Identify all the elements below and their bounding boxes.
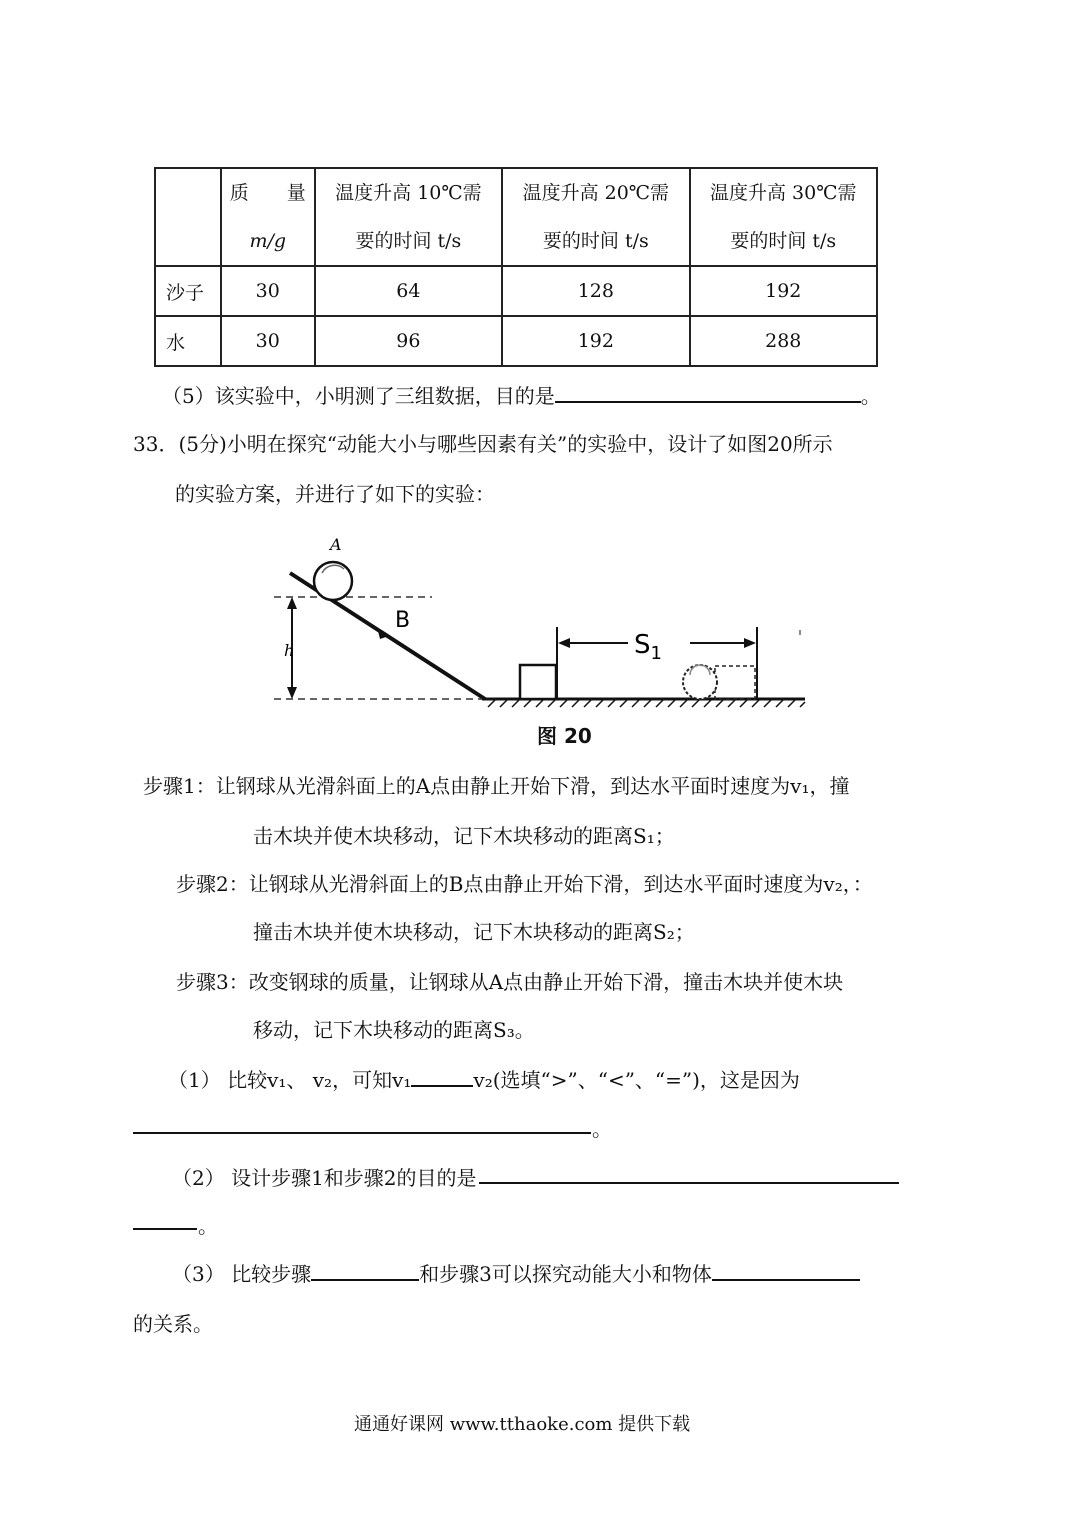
question-2-end: 。 — [198, 1214, 218, 1238]
answer-blank[interactable] — [712, 1261, 860, 1281]
height-arrow-head-top — [287, 597, 297, 609]
q33-line1: 33．(5分)小明在探究“动能大小与哪些因素有关”的实验中，设计了如图20所示 — [133, 432, 833, 456]
label-h: h — [284, 641, 295, 660]
table-header-row — [155, 168, 877, 266]
label-b: B — [395, 608, 411, 633]
table-row — [155, 266, 877, 316]
step1-line2: 击木块并使木块移动，记下木块移动的距离S₁； — [253, 824, 675, 848]
table-cell: 192 — [502, 316, 689, 366]
wooden-block-start — [520, 665, 556, 699]
answer-blank[interactable] — [411, 1067, 473, 1087]
table-cell: 128 — [502, 266, 689, 316]
answer-blank[interactable] — [133, 1132, 591, 1134]
steel-ball-a — [314, 562, 352, 600]
answer-blank[interactable] — [133, 1228, 197, 1230]
table-cell: 30 — [221, 316, 315, 366]
question-3-text: （3） 比较步骤 和步骤3可以探究动能大小和物体 — [172, 1258, 860, 1287]
answer-blank[interactable] — [311, 1261, 419, 1281]
table-row — [155, 316, 877, 366]
figure-caption: 图 20 — [537, 724, 592, 748]
table-header-cell: 温度升高 30℃需 要的时间 t/s — [690, 168, 877, 266]
data-table — [154, 167, 878, 367]
step1-line1: 步骤1：让钢球从光滑斜面上的A点由静止开始下滑，到达水平面时速度为v₁，撞 — [143, 774, 850, 798]
table-cell: 288 — [690, 316, 877, 366]
question-1-end: 。 — [592, 1117, 612, 1141]
row-label: 水 — [155, 316, 221, 366]
step2-line2: 撞击木块并使木块移动，记下木块移动的距离S₂； — [253, 920, 695, 944]
s1-arrow-head-right — [744, 638, 756, 648]
label-s1: $S_1$ — [634, 630, 662, 664]
height-arrow-head-bottom — [287, 687, 297, 699]
question-1-text: （1） 比较v₁、 v₂，可知v₁ v₂(选填“>”、“<”、“=”)，这是因为 — [168, 1068, 800, 1092]
answer-blank[interactable] — [555, 383, 861, 403]
table-header-cell — [155, 168, 221, 266]
table-cell: 96 — [315, 316, 502, 366]
s1-arrow-head-left — [558, 638, 570, 648]
label-a: A — [330, 535, 342, 554]
table-cell: 30 — [221, 266, 315, 316]
table-header-cell: 温度升高 20℃需 要的时间 t/s — [502, 168, 689, 266]
step3-line2: 移动，记下木块移动的距离S₃。 — [253, 1018, 535, 1042]
question-2-text: （2） 设计步骤1和步骤2的目的是 — [172, 1166, 477, 1190]
step2-line1: 步骤2：让钢球从光滑斜面上的B点由静止开始下滑，到达水平面时速度为v₂，： — [176, 872, 873, 896]
table-header-cell: 温度升高 10℃需 要的时间 t/s — [315, 168, 502, 266]
wooden-block-moved — [715, 666, 755, 699]
q5-text: （5）该实验中，小明测了三组数据，目的是 。 — [162, 384, 881, 408]
table-cell: 64 — [315, 266, 502, 316]
question-3-line2: 的关系。 — [133, 1312, 213, 1336]
step3-line1: 步骤3：改变钢球的质量，让钢球从A点由静止开始下滑，撞击木块并使木块 — [176, 970, 844, 994]
table-cell: 192 — [690, 266, 877, 316]
table-header-cell: 质 量 m/g — [221, 168, 315, 266]
row-label: 沙子 — [155, 266, 221, 316]
steel-ball-moved — [683, 665, 717, 699]
page-footer: 通通好课网 www.tthaoke.com 提供下载 — [354, 1414, 691, 1435]
q33-line2: 的实验方案，并进行了如下的实验： — [175, 482, 495, 506]
answer-blank[interactable] — [479, 1182, 899, 1184]
